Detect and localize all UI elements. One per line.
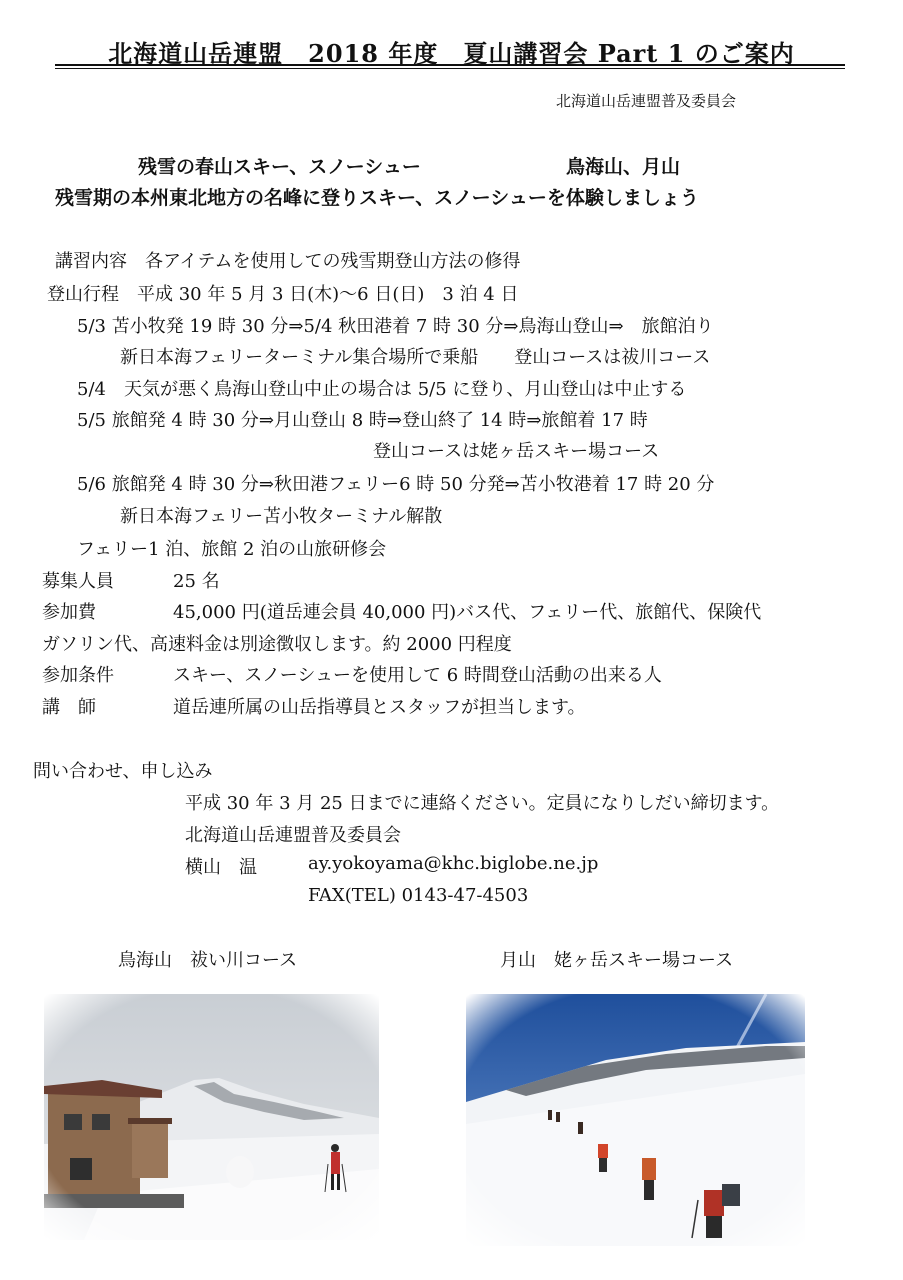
condition-value: スキー、スノーシューを使用して 6 時間登山活動の出来る人 [173, 665, 662, 686]
schedule-day3: 5/5 旅館発 4 時 30 分⇒月山登山 8 時⇒登山終了 14 時⇒旅館着 17 時 [77, 410, 648, 431]
lead-line1-right: 鳥海山、月山 [566, 156, 681, 178]
contact-heading: 問い合わせ、申し込み [33, 761, 213, 782]
organizer: 北海道山岳連盟普及委員会 [556, 92, 737, 110]
chokaisan-photo [44, 994, 379, 1240]
fee-note: ガソリン代、高速料金は別途徴収します。約 2000 円程度 [42, 634, 512, 655]
contact-email[interactable]: ay.yokoyama@khc.biglobe.ne.jp [308, 853, 599, 874]
lead-line2: 残雪期の本州東北地方の名峰に登りスキー、スノーシューを体験しましょう [55, 187, 699, 209]
title-underline-thin [55, 68, 845, 69]
gassan-photo [466, 994, 805, 1246]
contact-fax: FAX(TEL) 0143-47-4503 [308, 885, 529, 906]
schedule-day2: 5/4 天気が悪く鳥海山登山中止の場合は 5/5 に登り、月山登山は中止する [77, 379, 687, 400]
capacity-label: 募集人員 [42, 571, 114, 592]
capacity-value: 25 名 [173, 571, 220, 592]
schedule-day3-note: 登山コースは姥ヶ岳スキー場コース [373, 441, 660, 462]
instructor-value: 道岳連所属の山岳指導員とスタッフが担当します。 [173, 697, 586, 718]
right-photo-caption: 月山 姥ヶ岳スキー場コース [500, 950, 734, 971]
schedule-day4: 5/6 旅館発 4 時 30 分⇒秋田港フェリー6 時 50 分発⇒苫小牧港着 17 時 20 分 [77, 474, 715, 495]
lead-line1-left: 残雪の春山スキー、スノーシュー [138, 156, 421, 178]
contact-name: 横山 温 [185, 857, 257, 878]
contact-org: 北海道山岳連盟普及委員会 [185, 825, 401, 846]
condition-label: 参加条件 [42, 665, 114, 686]
fee-value: 45,000 円(道岳連会員 40,000 円)バス代、フェリー代、旅館代、保険代 [173, 602, 762, 623]
fee-label: 参加費 [42, 602, 96, 623]
page-title: 北海道山岳連盟 2018 年度 夏山講習会 Part 1 のご案内 [108, 39, 795, 68]
schedule: 登山行程 平成 30 年 5 月 3 日(木)〜6 日(日) 3 泊 4 日 [47, 284, 519, 305]
schedule-day1-note: 新日本海フェリーターミナル集合場所で乗船 登山コースは祓川コース [120, 347, 711, 368]
course-content: 講習内容 各アイテムを使用しての残雪期登山方法の修得 [55, 251, 521, 272]
title-underline [55, 64, 845, 66]
stay-summary: フェリー1 泊、旅館 2 泊の山旅研修会 [77, 539, 387, 560]
schedule-day1: 5/3 苫小牧発 19 時 30 分⇒5/4 秋田港着 7 時 30 分⇒鳥海山登山⇒ 旅館泊り [77, 316, 714, 337]
instructor-label: 講 師 [42, 697, 96, 718]
contact-deadline: 平成 30 年 3 月 25 日までに連絡ください。定員になりしだい締切ます。 [185, 793, 780, 814]
left-photo-caption: 鳥海山 祓い川コース [118, 950, 298, 971]
schedule-day4-note: 新日本海フェリー苫小牧ターミナル解散 [120, 506, 443, 527]
